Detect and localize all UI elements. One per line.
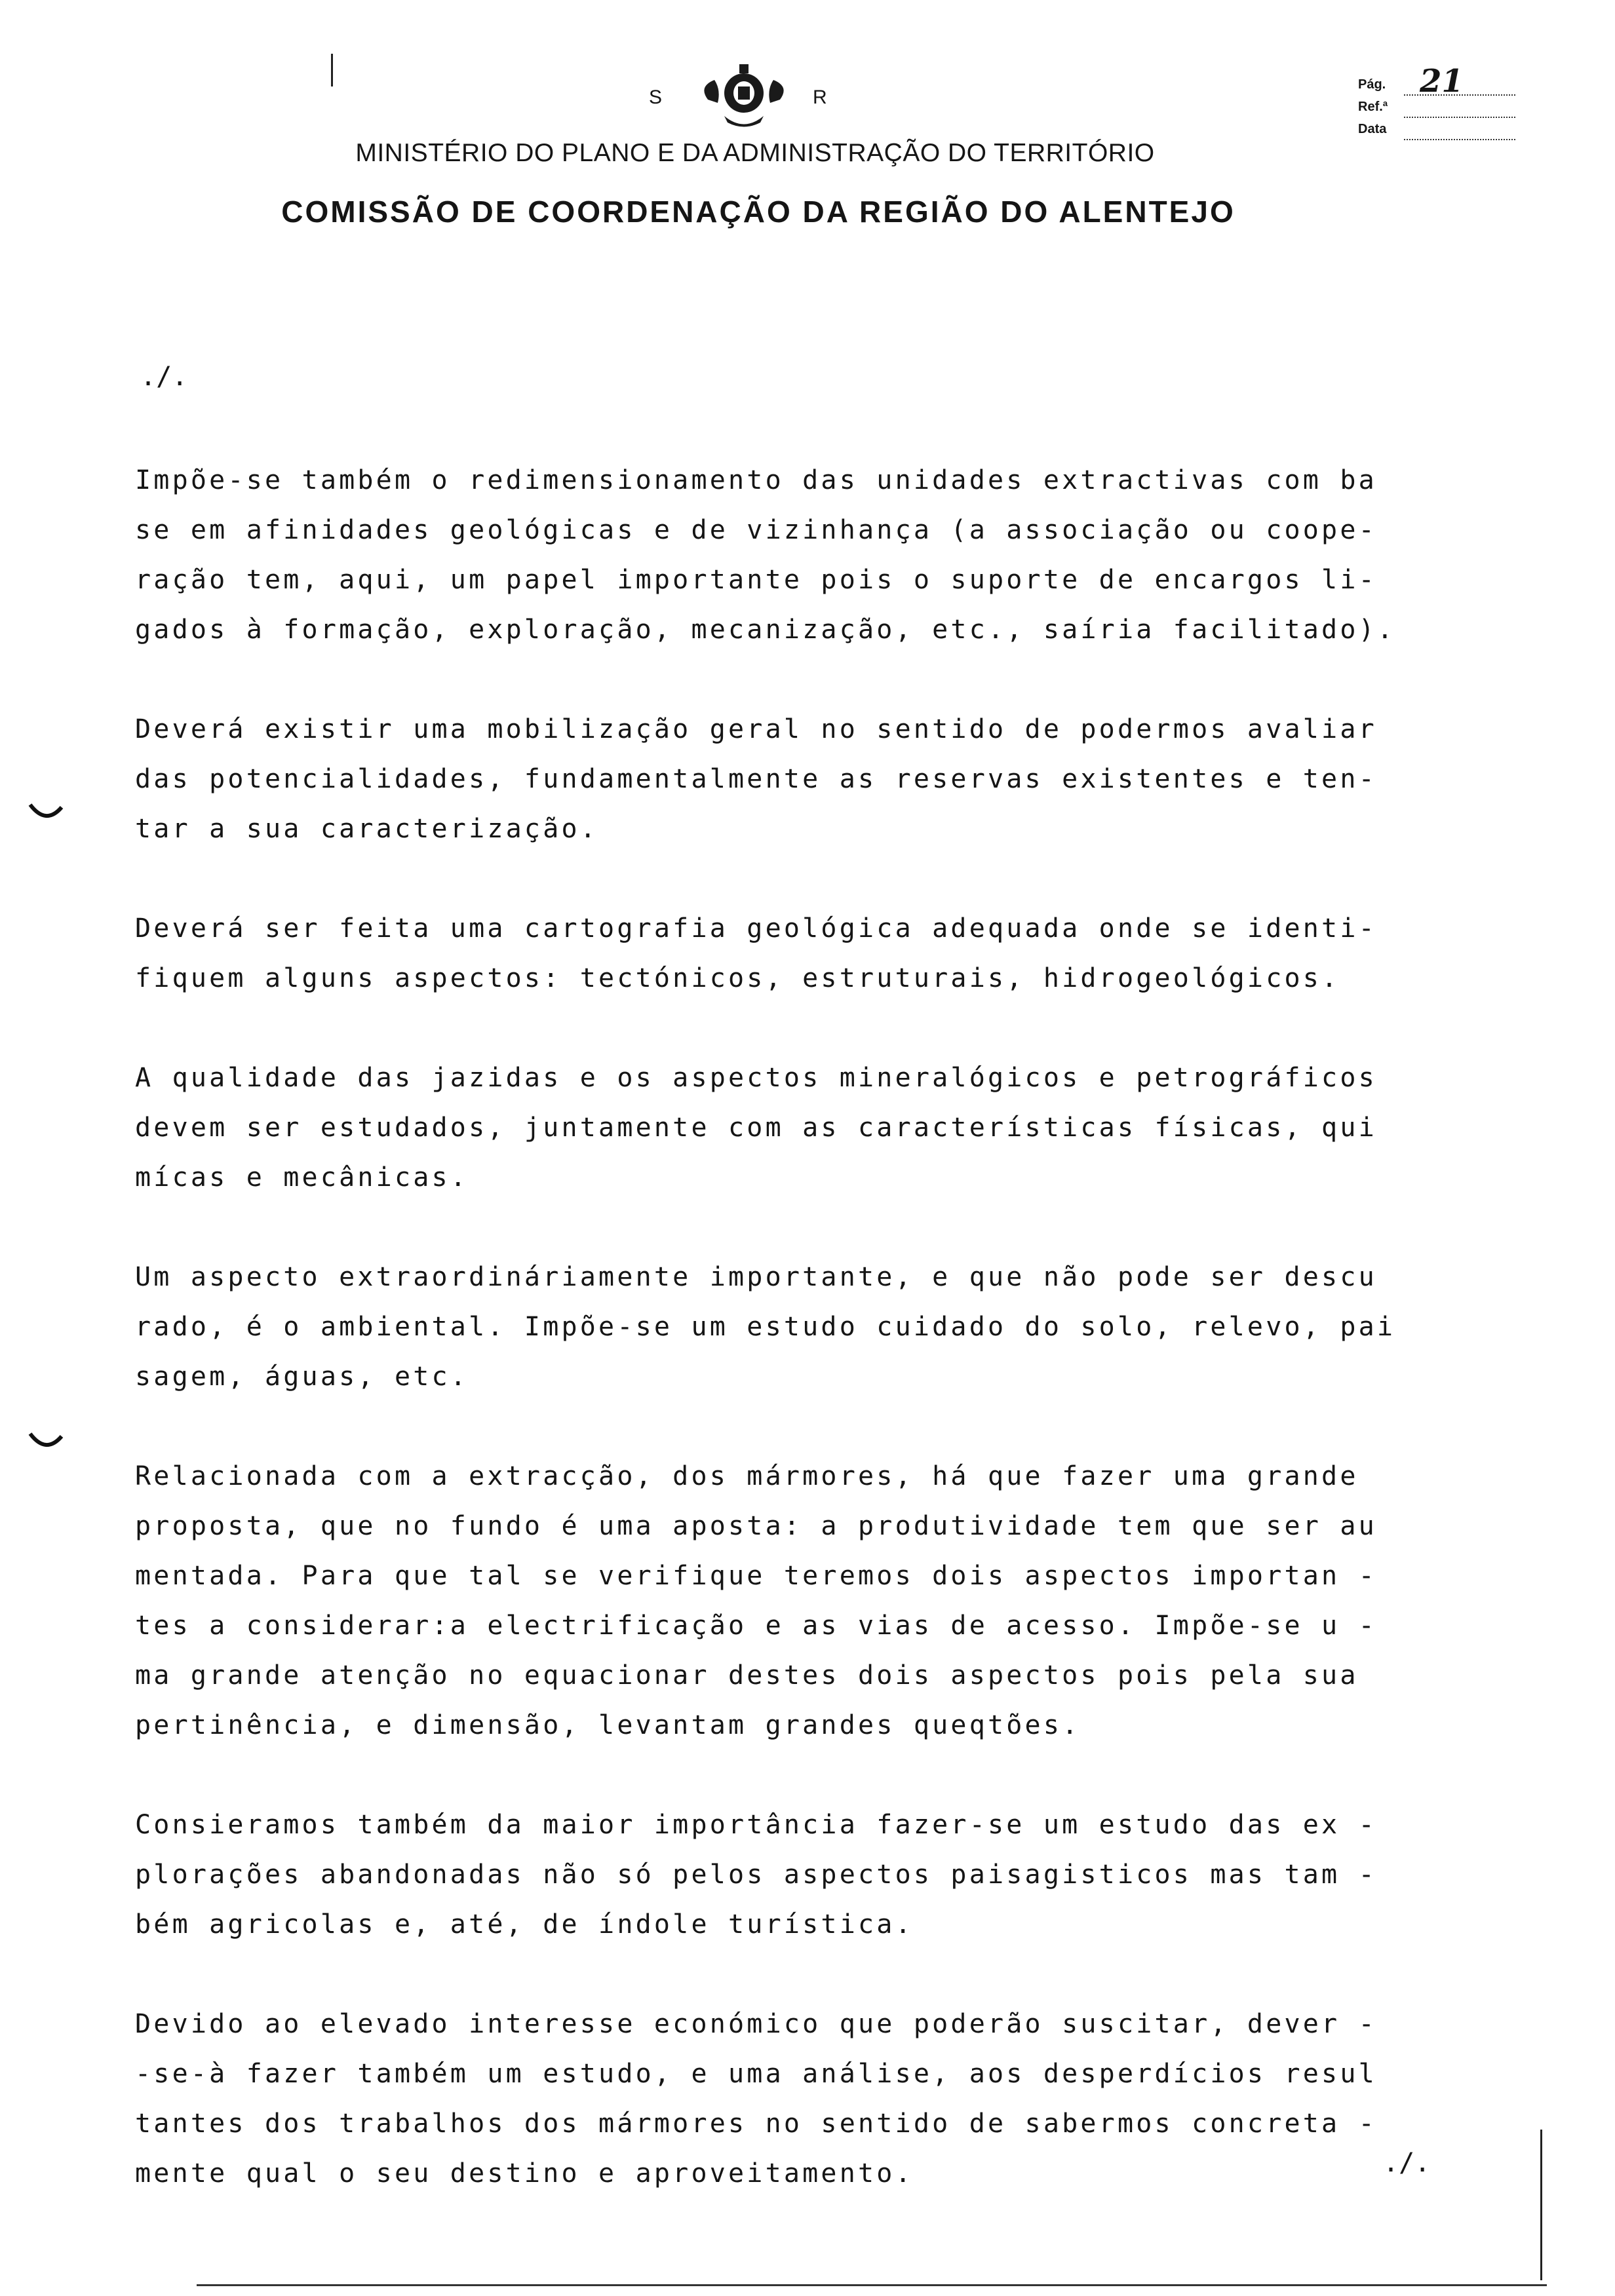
text-line: ma grande atenção no equacionar destes dois aspectos pois pela sua xyxy=(135,1660,1359,1691)
paragraph xyxy=(135,455,1459,655)
text-line: se em afinidades geológicas e de vizinhança (a associação ou coope- xyxy=(135,515,1377,545)
text-line: proposta, que no fundo é uma aposta: a produtividade tem que ser au xyxy=(135,1511,1377,1541)
text-line: Deverá existir uma mobilização geral no sentido de podermos avaliar xyxy=(135,714,1377,744)
text-line: Deverá ser feita uma cartografia geológica adequada onde se identi- xyxy=(135,913,1377,944)
scan-edge-line xyxy=(1540,2130,1542,2280)
date-label: Data xyxy=(1358,122,1387,136)
page-label: Pág. xyxy=(1358,77,1386,92)
text-line: pertinência, e dimensão, levantam grandes queqtões. xyxy=(135,1710,1081,1740)
text-line: ração tem, aqui, um papel importante pois o suporte de encargos li- xyxy=(135,565,1377,595)
paragraph xyxy=(135,1252,1459,1402)
text-line: Devido ao elevado interesse económico que poderão suscitar, dever - xyxy=(135,2009,1377,2039)
commission-heading: COMISSÃO DE COORDENAÇÃO DA REGIÃO DO ALENTEJO xyxy=(281,195,1236,229)
scan-tick-mark xyxy=(331,54,333,86)
text-line: Consieramos também da maior importância fazer-se um estudo das ex - xyxy=(135,1810,1377,1840)
ministry-heading: MINISTÉRIO DO PLANO E DA ADMINISTRAÇÃO DO TERRITÓRIO xyxy=(355,139,1155,167)
paragraph xyxy=(135,1999,1459,2198)
header-letter-s: S xyxy=(649,86,663,108)
paragraph xyxy=(135,1451,1459,1750)
text-line: mícas e mecânicas. xyxy=(135,1162,469,1193)
punch-hole-mark-icon xyxy=(26,1428,66,1455)
text-line: A qualidade das jazidas e os aspectos mineralógicos e petrográficos xyxy=(135,1063,1377,1093)
paragraph xyxy=(135,1800,1459,1949)
text-line: mente qual o seu destino e aproveitamento. xyxy=(135,2158,914,2189)
reference-field xyxy=(1404,102,1515,118)
text-line: mentada. Para que tal se verifique teremos dois aspectos importan - xyxy=(135,1561,1377,1591)
page-number: 21 xyxy=(1420,63,1464,100)
text-line: -se-à fazer também um estudo, e uma análise, aos desperdícios resul xyxy=(135,2059,1377,2089)
text-line: sagem, águas, etc. xyxy=(135,1362,469,1392)
text-line: bém agricolas e, até, de índole turística. xyxy=(135,1909,914,1940)
page-metadata-block xyxy=(1358,63,1515,140)
scan-bottom-edge xyxy=(197,2284,1547,2286)
text-line: tar a sua caracterização. xyxy=(135,814,599,844)
paragraph xyxy=(135,1053,1459,1202)
text-line: Um aspecto extraordináriamente importante, e que não pode ser descu xyxy=(135,1262,1377,1292)
punch-hole-mark-icon xyxy=(26,799,66,826)
text-line: gados à formação, exploração, mecanização, etc., saíria facilitado). xyxy=(135,615,1396,645)
text-line: das potencialidades, fundamentalmente as reservas existentes e ten- xyxy=(135,764,1377,794)
date-field xyxy=(1404,124,1515,140)
continuation-mark-bottom: ./. xyxy=(1383,2148,1431,2178)
text-line: tantes dos trabalhos dos mármores no sentido de sabermos concreta - xyxy=(135,2109,1377,2139)
continuation-mark-top: ./. xyxy=(140,362,188,392)
header-letter-r: R xyxy=(813,86,827,108)
document-body xyxy=(135,455,1459,2248)
reference-label: Ref.ª xyxy=(1358,100,1388,114)
text-line: tes a considerar:a electrificação e as vias de acesso. Impõe-se u - xyxy=(135,1611,1377,1641)
coat-of-arms-emblem xyxy=(695,60,793,132)
page-number-field xyxy=(1404,63,1515,100)
text-line: Relacionada com a extracção, dos mármores, há que fazer uma grande xyxy=(135,1461,1359,1491)
text-line: rado, é o ambiental. Impõe-se um estudo cuidado do solo, relevo, pai xyxy=(135,1312,1396,1342)
page-number-row xyxy=(1358,63,1515,100)
text-line: plorações abandonadas não só pelos aspectos paisagisticos mas tam - xyxy=(135,1860,1377,1890)
paragraph xyxy=(135,704,1459,854)
paragraph xyxy=(135,904,1459,1003)
text-line: fiquem alguns aspectos: tectónicos, estruturais, hidrogeológicos. xyxy=(135,963,1340,993)
text-line: Impõe-se também o redimensionamento das unidades extractivas com ba xyxy=(135,465,1377,495)
date-row xyxy=(1358,118,1515,140)
text-line: devem ser estudados, juntamente com as características físicas, qui xyxy=(135,1113,1377,1143)
